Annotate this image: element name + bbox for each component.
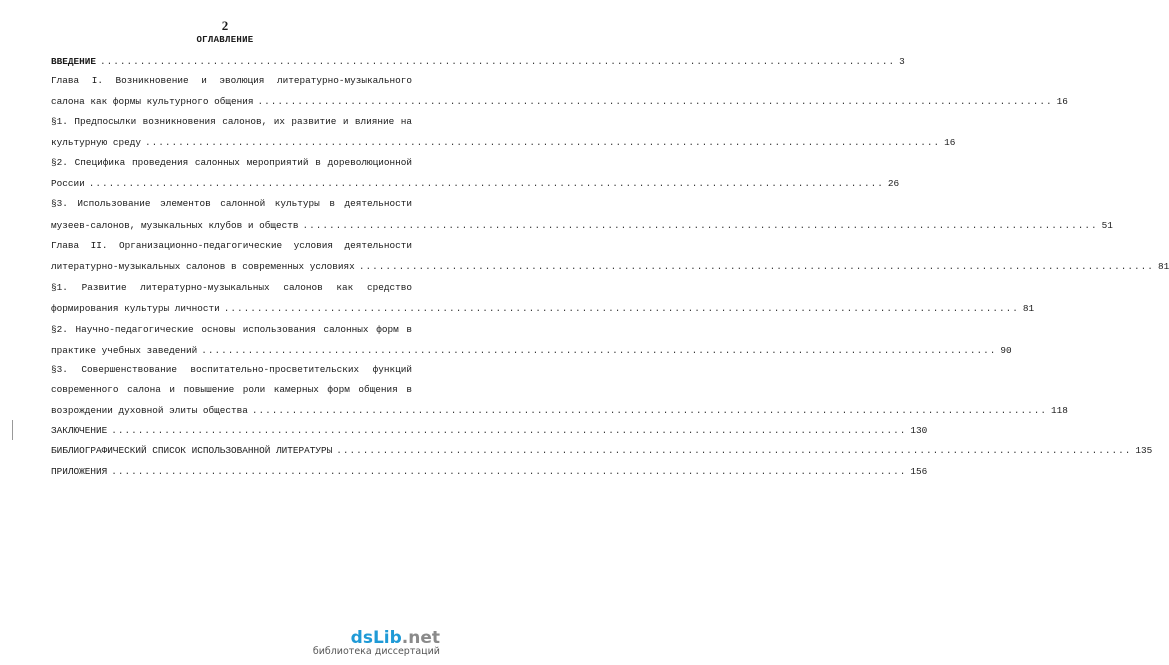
toc-leader-dots: ........................................................................................................................: [111, 466, 907, 477]
toc-entry-line: [51, 282, 412, 293]
toc-entry-row: [51, 178, 900, 189]
toc-entry-row: [51, 56, 905, 67]
toc-entry-title: БИБЛИОГРАФИЧЕСКИЙ СПИСОК ИСПОЛЬЗОВАННОЙ ЛИТЕРАТУРЫ: [51, 445, 333, 456]
toc-entry-line: [51, 198, 412, 209]
toc-entry-title: ЗАКЛЮЧЕНИЕ: [51, 425, 108, 436]
toc-leader-dots: ........................................................................................................................: [257, 96, 1053, 107]
toc-entry-line: [51, 157, 412, 168]
margin-mark: [12, 420, 17, 440]
toc-entry-title: возрождении духовной элиты общества: [51, 405, 248, 416]
toc-entry-title: России: [51, 178, 85, 189]
toc-entry-title: формирования культуры личности: [51, 303, 220, 314]
watermark-tld: .net: [401, 628, 440, 648]
toc-entry-text: §3. Использование элементов салонной культуры в деятельности: [51, 198, 412, 209]
toc-entry-line: [51, 384, 412, 395]
toc-entry-text: §1. Развитие литературно-музыкальных салонов как средство: [51, 282, 412, 293]
toc-leader-dots: ........................................................................................................................: [302, 220, 1098, 231]
toc-entry-row: [51, 405, 1068, 416]
toc-entry-row: [51, 425, 928, 436]
toc-page-number: 81: [1022, 303, 1035, 314]
watermark-tagline: библиотека диссертаций: [312, 646, 440, 657]
toc-leader-dots: ........................................................................................................................: [336, 445, 1132, 456]
toc-entry-row: [51, 466, 928, 477]
toc-page-number: 16: [1056, 96, 1068, 107]
toc-leader-dots: ........................................................................................................................: [111, 425, 907, 436]
toc-page-number: 81: [1157, 261, 1169, 272]
toc-page-number: 118: [1051, 405, 1068, 416]
toc-entry-text: §3. Совершенствование воспитательно-просветительских функций: [51, 364, 412, 375]
toc-page-number: 90: [1000, 345, 1012, 356]
toc-page-number: 3: [899, 56, 905, 67]
watermark-logo: [313, 628, 440, 657]
toc-leader-dots: ........................................................................................................................: [251, 405, 1048, 416]
toc-leader-dots: ........................................................................................................................: [358, 261, 1154, 272]
toc-page-number: 135: [1135, 445, 1153, 456]
toc-entry-title: ВВЕДЕНИЕ: [51, 56, 97, 67]
toc-heading: ОГЛАВЛЕНИЕ: [196, 35, 254, 45]
toc-entry-text: современного салона и повышение роли камерных форм общения в: [51, 384, 412, 395]
toc-entry-title: литературно-музыкальных салонов в современных условиях: [51, 261, 355, 272]
toc-leader-dots: ........................................................................................................................: [201, 345, 997, 356]
toc-entry-title: культурную среду: [51, 137, 142, 148]
toc-entry-row: [51, 96, 1068, 107]
toc-entry-line: [51, 364, 412, 375]
toc-entry-line: [51, 75, 412, 86]
toc-leader-dots: ........................................................................................................................: [145, 137, 941, 148]
watermark-name: dsLib: [350, 628, 402, 648]
toc-leader-dots: ........................................................................................................................: [223, 303, 1019, 314]
toc-entry-text: Глава II. Организационно-педагогические условия деятельности: [51, 240, 412, 251]
toc-entry-line: [51, 324, 412, 335]
toc-entry-title: ПРИЛОЖЕНИЯ: [51, 466, 108, 477]
toc-page-number: 51: [1101, 220, 1113, 231]
toc-entry-text: §2. Специфика проведения салонных мероприятий в дореволюционной: [51, 157, 412, 168]
toc-page-number: 16: [944, 137, 956, 148]
toc-entry-line: [51, 240, 412, 251]
toc-entry-text: §2. Научно-педагогические основы использования салонных форм в: [51, 324, 412, 335]
toc-entry-title: практике учебных заведений: [51, 345, 198, 356]
toc-entry-row: [51, 345, 1012, 356]
toc-leader-dots: ........................................................................................................................: [88, 178, 884, 189]
toc-entry-row: [51, 303, 1035, 314]
toc-entry-row: [51, 261, 1169, 272]
toc-entry-title: салона как формы культурного общения: [51, 96, 254, 107]
toc-entry-row: [51, 445, 1153, 456]
toc-page-number: 26: [887, 178, 900, 189]
toc-leader-dots: ........................................................................................................................: [100, 56, 896, 67]
toc-entry-line: [51, 116, 412, 127]
toc-entry-row: [51, 137, 956, 148]
page-number: 2: [221, 18, 229, 33]
toc-page-number: 156: [910, 466, 928, 477]
toc-entry-row: [51, 220, 1113, 231]
toc-entry-text: §1. Предпосылки возникновения салонов, их развитие и влияние на: [51, 116, 412, 127]
toc-entry-title: музеев-салонов, музыкальных клубов и обществ: [51, 220, 299, 231]
toc-page-number: 130: [910, 425, 928, 436]
toc-entry-text: Глава I. Возникновение и эволюция литературно-музыкального: [51, 75, 412, 86]
